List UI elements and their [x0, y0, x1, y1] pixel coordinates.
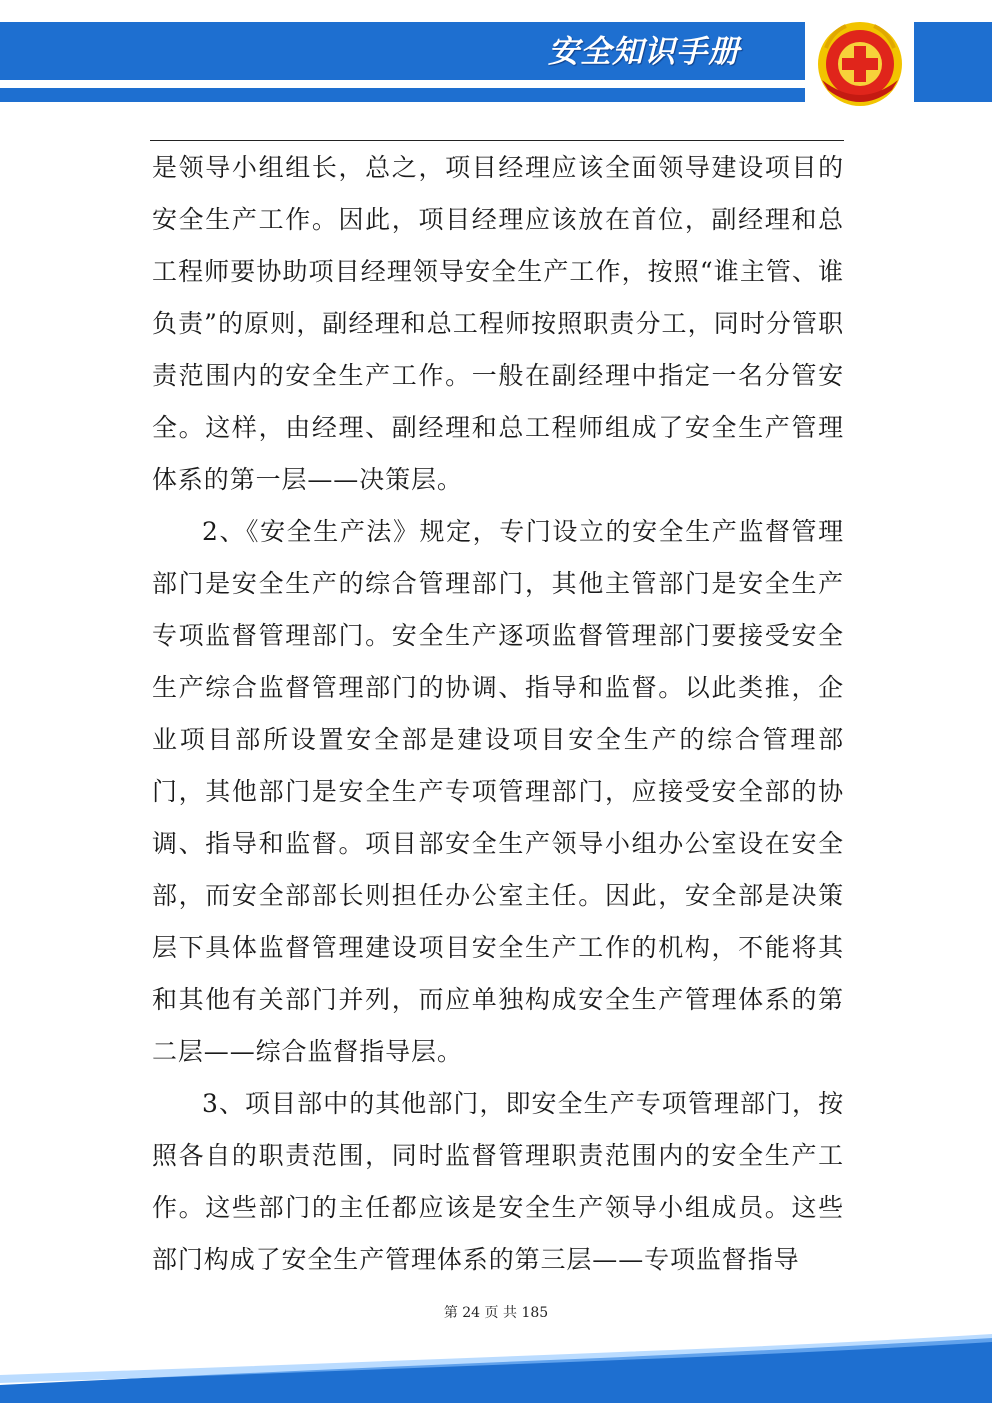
paragraph: 2、《安全生产法》规定，专门设立的安全生产监督管理部门是安全生产的综合管理部门，其他主管部门是安全生产专项监督管理部门。安全生产逐项监督管理部门要接受安全生产综合监督管理部门的协调、指导和监督。以此类推，企业项目部所设置安全部是建设项目安全生产的综合管理部门，其他部门是安全生产专项管理部门，应接受安全部的协调、指导和监督。项目部安全生产领导小组办公室设在安全部，而安全部部长则担任办公室主任。因此，安全部是决策层下具体监督管理建设项目安全生产工作的机构，不能将其和其他有关部门并列，而应单独构成安全生产管理体系的第二层——综合监督指导层。: [152, 517, 844, 1066]
paragraph: 3、项目部中的其他部门，即安全生产专项管理部门，按照各自的职责范围，同时监督管理职责范围内的安全生产工作。这些部门的主任都应该是安全生产领导小组成员。这些部门构成了安全生产管理体系的第三层——专项监督指导: [152, 1089, 844, 1274]
safety-cross-emblem-icon: [812, 18, 908, 110]
header-band-lower: [0, 88, 805, 102]
header-right-block: [914, 22, 992, 102]
header-band-gap: [0, 80, 805, 88]
page-number: 第 24 页 共 185: [443, 1305, 549, 1321]
body-text: [152, 142, 844, 1286]
manual-title: 安全知识手册: [548, 34, 740, 70]
header-rule: [150, 140, 844, 141]
paragraph: 是领导小组组长，总之，项目经理应该全面领导建设项目的安全生产工作。因此，项目经理应该放在首位，副经理和总工程师要协助项目经理领导安全生产工作，按照“谁主管、谁负责”的原则，副经理和总工程师按照职责分工，同时分管职责范围内的安全生产工作。一般在副经理中指定一名分管安全。这样，由经理、副经理和总工程师组成了安全生产管理体系的第一层——决策层。: [152, 153, 844, 494]
footer-wave: [0, 1320, 992, 1403]
